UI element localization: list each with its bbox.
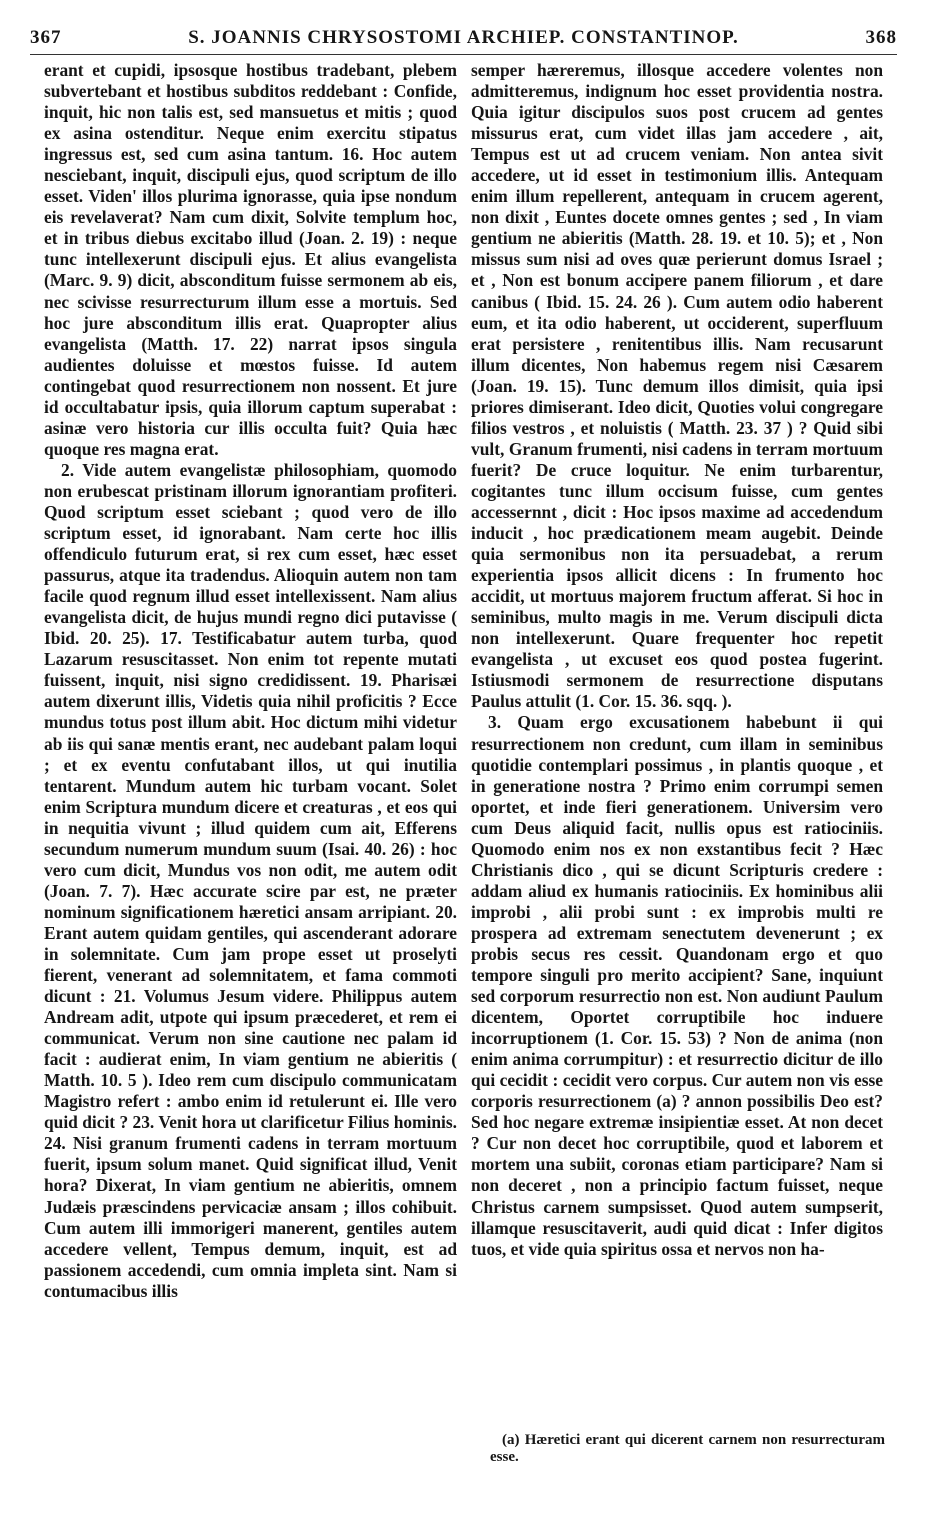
paragraph: 2. Vide autem evangelistæ philosophiam, quomodo non erubescat pristinam illorum ignorantiam profiteri. Quod scriptum esset sciebant ; quod vero de illo scriptum esset, id ignorabant. Nam certe hoc illis offendiculo futurum erat, si rex cum esset, hæc esset passurus, atque ita tradendus. Alioquin autem non tam facile quod regnum illud esset intellexissent. Nam alius evangelista dicit, de hujus mundi regno dici putavisse ( Ibid. 20. 25). 17. Testificabatur autem turba, quod Lazarum resuscitasset. Non enim tot repente mutati fuissent, inquit, nisi signo credidissent. 19. Pharisæi autem dixerunt illis, Videtis quia nihil proficitis ? Ecce mundus totus post illum abit. Hoc dictum mihi videtur ab iis qui sanæ mentis erant, nec audebant palam loqui ; et ex eventu confutabant illos, ut qui inutilia tentarent. Mundum autem hic turbam vocant. Solet enim Scriptura mundum dicere et creaturas , et eos qui in nequitia vivunt ; illud quidem cum ait, Efferens secundum numerum mundum suum (Isai. 40. 26) : hoc vero cum dicit, Mundus vos non odit, me autem odit (Joan. 7. 7). Hæc accurate scire par est, ne præter nominum significationem hæretici ansam arripiant. 20. Erant autem quidam gentiles, qui ascenderant adorare in solemnitate. Cum jam prope esset ut proselyti fierent, venerant ad solemnitatem, et fama commoti dicunt : 21. Volumus Jesum videre. Philippus autem Andream adit, utpote qui ipsum præcederet, et rem ei communicat. Verum non sine cautione nec palam id facit : audierat enim, In viam gentium ne abieritis ( Matth. 10. 5 ). Ideo rem cum discipulo communicatam Magistro refert : ambo enim id retulerunt ei. Ille vero quid dicit ? 23. Venit hora ut clarificetur Filius hominis. 24. Nisi granum frumenti cadens in terram mortuum fuerit, ipsum solum manet. Quid significat illud, Venit hora? Dixerat, In viam gentium ne abieritis, omnem Judæis præscindens pervicaciæ ansam ; illos cohibuit. Cum autem illi immorigeri manerent, gentiles autem accedere vellent, Tempus demum, inquit, est ad passionem accedendi, cum omnia impleta sint. Nam si contumacibus illis <box>44 459 457 1301</box>
paragraph: erant et cupidi, ipsosque hostibus tradebant, plebem subvertebant et hostibus subditos reddebant : Confide, inquit, hic non talis est, sed mansuetus et mitis ; quod ex asina ostenditur. Neque enim exercitu stipatus ingressus est, sed cum asina tantum. 16. Hoc autem nesciebant, inquit, discipuli ejus, quod scriptum de illo esset. Viden' illos plurima ignorasse, quia ipse nondum eis revelaverat? Nam cum dixit, Solvite templum hoc, et in tribus diebus excitabo illud (Joan. 2. 19) : neque tunc intellexerunt discipuli ejus. Et alius evangelista (Marc. 9. 9) dicit, absconditum fuisse sermonem ab eis, nec scivisse resurrecturum illum esse a mortuis. Sed hoc jure absconditum illis erat. Quapropter alius evangelista (Matth. 17. 22) narrat ipsos singula audientes doluisse et mœstos fuisse. Id autem contingebat quod resurrectionem non nossent. Et jure id occultabatur ipsis, quia illorum captum superabat : asinæ vero historia cur illis occulta fuit? Quia hæc quoque res magna erat. <box>44 60 457 459</box>
right-column <box>471 60 883 1260</box>
left-page-number: 367 <box>30 27 62 48</box>
page-header <box>30 27 897 57</box>
footnote: (a) Hæretici erant qui dicerent carnem non resurrecturam esse. <box>490 1432 885 1465</box>
paragraph: semper hæreremus, illosque accedere volentes non admitteremus, indignum hoc esset providentia nostra. Quia igitur discipulos suos post crucem ad gentes missurus erat, cum videt illas jam accedere , ait, Tempus est ut ad crucem veniam. Non antea sivit accedere, ut id esset in testimonium illis. Antequam enim illum repellerent, antequam in crucem agerent, non dixit , Euntes docete omnes gentes ; sed , In viam gentium ne abieritis (Matth. 28. 19. et 10. 5); et , Non missus sum nisi ad oves quæ perierunt domus Israel ; et , Non est bonum accipere panem filiorum , et dare canibus ( Ibid. 15. 24. 26 ). Cum autem odio haberent eum, et ita odio haberent, ut occiderent, superfluum erat persistere , renitentibus illis. Nam recusarunt illum dicentes, Non habemus regem nisi Cæsarem (Joan. 19. 15). Tunc demum illos dimisit, quia ipsi priores dimiserant. Ideo dicit, Quoties volui congregare filios vestros , et noluistis ( Matth. 23. 37 ) ? Quid sibi vult, Granum frumenti, nisi cadens in terram mortuum fuerit? De cruce loquitur. Ne enim turbarentur, cogitantes tunc illum occisum fuisse, cum gentes accessernnt , dicit : Hoc ipsos maxime ad accedendum inducit , hoc prædicationem meam augebit. Deinde quia sermonibus non ita persuadebat, a rerum experientia ipsos allicit dicens : In frumento hoc accidit, ut mortuus majorem fructum afferat. Si hoc in seminibus, multo magis in me. Verum discipuli dicta non intellexerunt. Quare frequenter hoc repetit evangelista , ut excuset eos quod postea fugerint. Istiusmodi sermonem de resurrectione disputans Paulus attulit (1. Cor. 15. 36. sqq. ). <box>471 60 883 712</box>
paragraph: 3. Quam ergo excusationem habebunt ii qui resurrectionem non credunt, cum illam in seminibus quotidie contemplari possimus , in plantis quoque , et in generatione nostra ? Primo enim corrumpi semen oportet, et inde fieri generationem. Universim vero cum Deus aliquid facit, nullis opus est ratiociniis. Quomodo enim nos ex non exstantibus fecit ? Hæc Christianis dico , qui se dicunt Scripturis credere : addam aliud ex humanis ratiociniis. Ex hominibus alii improbi , alii probi sunt : ex improbis multi re prospera ad extremam senectutem devenerunt ; ex probis secus res cessit. Quandonam ergo et quo tempore singuli pro merito accipient? Sane, inquiunt sed corporum resurrectio non est. Non audiunt Paulum dicentem, Oportet corruptibile hoc induere incorruptionem (1. Cor. 15. 53) ? Non de anima (non enim anima corrumpitur) : et resurrectio dicitur de illo qui cecidit : cecidit vero corpus. Cur autem non vis esse corporis resurrectionem (a) ? annon possibilis Deo est? Sed hoc negare extremæ insipientiæ esset. At non decet ? Cur non decet hoc corruptibile, quod et laborem et mortem una subiit, coronas etiam participare? Nam si non deceret , non a principio factum fuisset, neque Christus carnem sumpsisset. Quod autem sumpserit, illamque resuscitaverit, audi quid dicat : Infer digitos tuos, et vide quia spiritus ossa et nervos non ha- <box>471 712 883 1259</box>
running-title: S. JOANNIS CHRYSOSTOMI ARCHIEP. CONSTANTINOP. <box>188 27 739 48</box>
header-rule <box>30 54 897 55</box>
left-column <box>44 60 457 1302</box>
right-page-number: 368 <box>865 27 897 48</box>
